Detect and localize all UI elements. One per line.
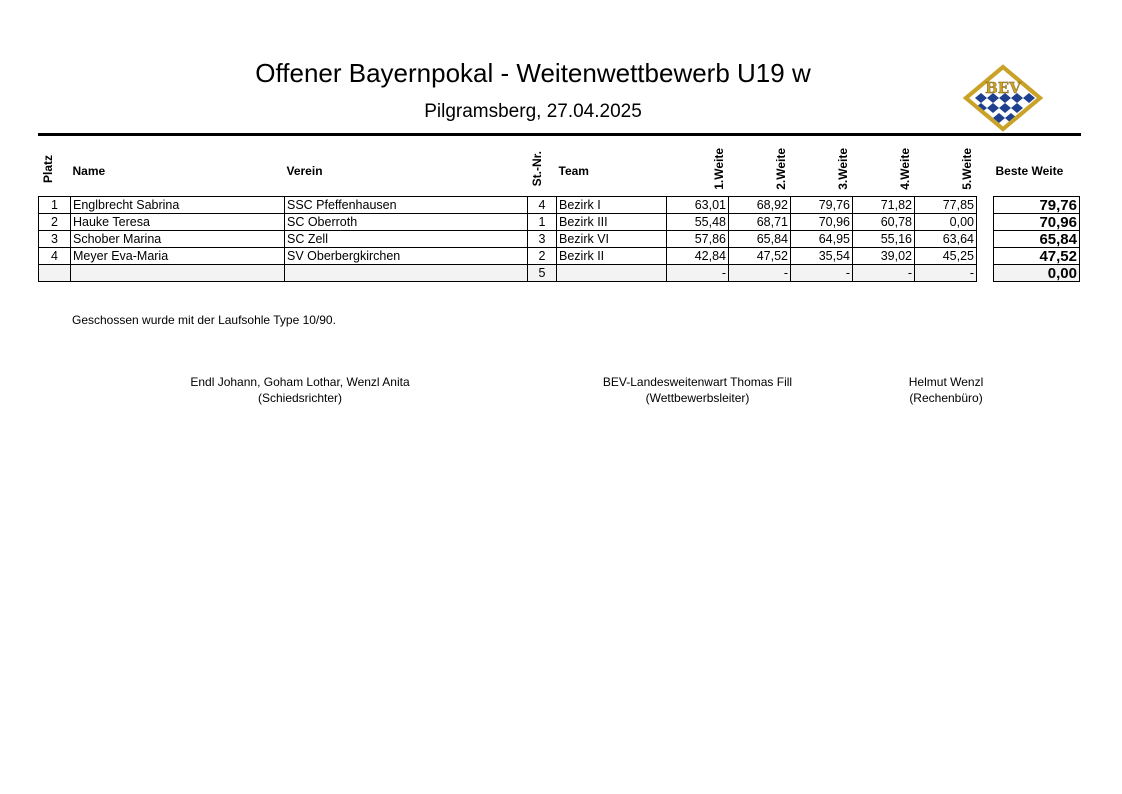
table-row [39,248,1080,265]
cell-team: Bezirk III [557,214,667,231]
signature-role: (Rechenbüro) [909,391,983,405]
cell-stnr: 5 [528,265,557,282]
cell-verein [285,265,528,282]
col-header-weite-2: 2.Weite [773,148,788,190]
cell-weite-3: - [791,265,853,282]
signature-judges [180,374,420,406]
cell-beste-weite: 0,00 [994,265,1080,282]
cell-verein: SC Oberroth [285,214,528,231]
cell-weite-5: 0,00 [915,214,977,231]
table-row [39,197,1080,214]
cell-stnr: 4 [528,197,557,214]
bev-logo [963,64,1043,132]
signature-name: Helmut Wenzl [908,375,984,389]
cell-name [71,265,285,282]
footnote: Geschossen wurde mit der Laufsohle Type 10/90. [72,313,336,327]
cell-stnr: 1 [528,214,557,231]
cell-platz: 2 [39,214,71,231]
cell-weite-4: 55,16 [853,231,915,248]
page-title: Offener Bayernpokal - Weitenwettbewerb U19 w [255,58,811,88]
signature-competition-lead [590,374,805,406]
signature-role: (Schiedsrichter) [257,391,343,405]
cell-weite-2: - [729,265,791,282]
cell-weite-4: 39,02 [853,248,915,265]
cell-weite-2: 65,84 [729,231,791,248]
table-row [39,214,1080,231]
cell-team: Bezirk VI [557,231,667,248]
cell-weite-5: 77,85 [915,197,977,214]
cell-beste-weite: 70,96 [994,214,1080,231]
table-header-row [39,146,1080,197]
signature-name: Endl Johann, Goham Lothar, Wenzl Anita [190,375,410,389]
cell-weite-1: 63,01 [667,197,729,214]
signature-office [896,374,996,406]
cell-team: Bezirk I [557,197,667,214]
col-header-weite-4: 4.Weite [897,148,912,190]
col-header-name: Name [72,163,106,178]
col-header-verein: Verein [286,163,323,178]
signature-name: BEV-Landesweitenwart Thomas Fill [602,375,793,389]
cell-weite-1: 55,48 [667,214,729,231]
cell-weite-3: 64,95 [791,231,853,248]
cell-weite-3: 70,96 [791,214,853,231]
cell-team [557,265,667,282]
logo-lettering: BEV [985,79,1021,97]
cell-platz: 4 [39,248,71,265]
cell-platz: 1 [39,197,71,214]
cell-weite-3: 79,76 [791,197,853,214]
cell-weite-1: 57,86 [667,231,729,248]
page-subtitle: Pilgramsberg, 27.04.2025 [424,101,642,122]
cell-weite-5: - [915,265,977,282]
cell-team: Bezirk II [557,248,667,265]
cell-weite-2: 68,92 [729,197,791,214]
cell-platz: 3 [39,231,71,248]
cell-platz [39,265,71,282]
cell-weite-2: 47,52 [729,248,791,265]
cell-stnr: 3 [528,231,557,248]
cell-name: Hauke Teresa [71,214,285,231]
table-row [39,231,1080,248]
col-header-platz: Platz [40,154,55,183]
cell-stnr: 2 [528,248,557,265]
cell-weite-1: 42,84 [667,248,729,265]
cell-weite-4: 60,78 [853,214,915,231]
cell-name: Schober Marina [71,231,285,248]
cell-weite-1: - [667,265,729,282]
cell-name: Englbrecht Sabrina [71,197,285,214]
col-header-weite-3: 3.Weite [835,148,850,190]
cell-weite-2: 68,71 [729,214,791,231]
cell-name: Meyer Eva-Maria [71,248,285,265]
cell-verein: SSC Pfeffenhausen [285,197,528,214]
col-header-beste-weite: Beste Weite [995,163,1064,178]
col-header-stnr: St.-Nr. [529,151,544,187]
cell-weite-5: 63,64 [915,231,977,248]
results-table [38,146,1080,282]
cell-weite-4: - [853,265,915,282]
cell-beste-weite: 47,52 [994,248,1080,265]
cell-weite-3: 35,54 [791,248,853,265]
cell-beste-weite: 79,76 [994,197,1080,214]
table-row [39,265,1080,282]
cell-weite-5: 45,25 [915,248,977,265]
cell-verein: SC Zell [285,231,528,248]
col-header-weite-1: 1.Weite [711,148,726,190]
cell-weite-4: 71,82 [853,197,915,214]
col-header-team: Team [558,163,589,178]
cell-verein: SV Oberbergkirchen [285,248,528,265]
cell-beste-weite: 65,84 [994,231,1080,248]
col-header-weite-5: 5.Weite [959,148,974,190]
signature-role: (Wettbewerbsleiter) [645,391,750,405]
header-rule [38,133,1081,136]
